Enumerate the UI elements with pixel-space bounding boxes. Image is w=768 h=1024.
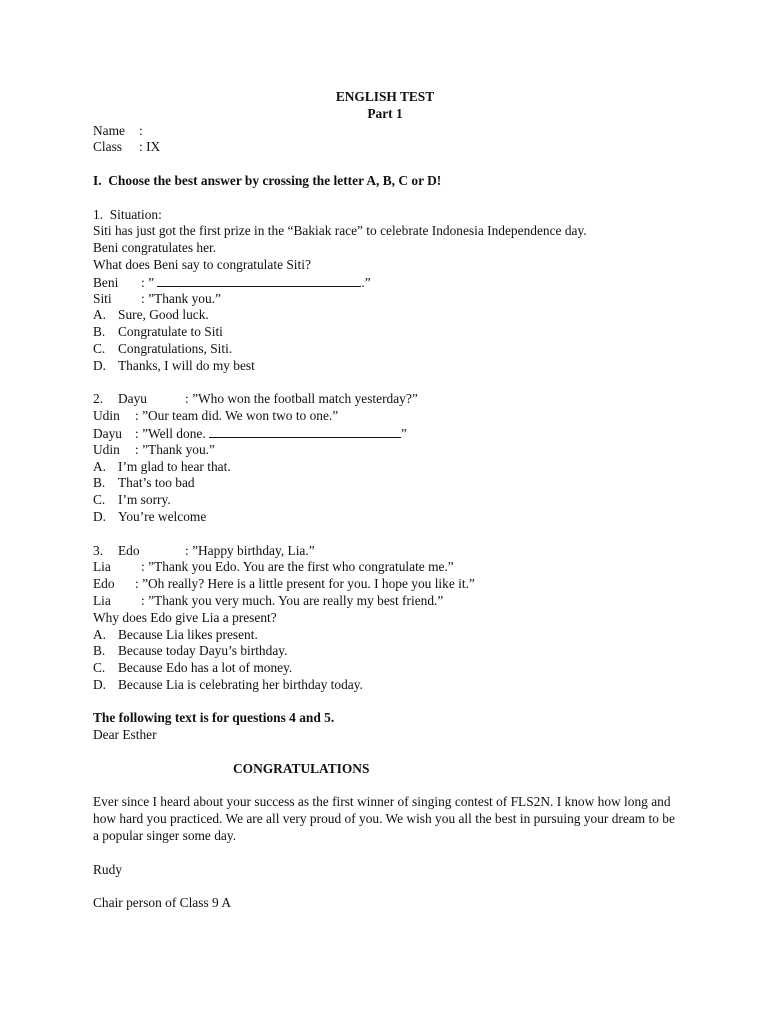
q1-number: 1. Situation: bbox=[93, 206, 162, 222]
q1-line: Beni congratulates her. bbox=[93, 240, 217, 256]
option-b[interactable]: B. Congratulate to Siti bbox=[93, 324, 223, 340]
passage-intro: The following text is for questions 4 and 5. bbox=[93, 710, 335, 726]
letter-signer-role: Chair person of Class 9 A bbox=[93, 895, 231, 911]
q3-dialog-line: Lia : ”Thank you Edo. You are the first who congratulate me.” bbox=[93, 559, 454, 575]
option-d[interactable]: D. Because Lia is celebrating her birthday today. bbox=[93, 676, 363, 692]
q1-line: Siti has just got the first prize in the “Bakiak race” to celebrate Indonesia Independence day. bbox=[93, 223, 587, 239]
speaker: Dayu bbox=[118, 391, 148, 407]
q3-question: Why does Edo give Lia a present? bbox=[93, 609, 277, 625]
answer-blank[interactable] bbox=[157, 274, 361, 287]
q1-dialog-line: Beni : ” .” bbox=[93, 274, 371, 290]
part-label: Part 1 bbox=[367, 105, 403, 121]
answer-blank[interactable] bbox=[209, 425, 401, 438]
q3-number: 3. bbox=[93, 542, 104, 558]
section-heading: I. Choose the best answer by crossing the letter A, B, C or D! bbox=[93, 172, 442, 188]
option-c[interactable]: C. Because Edo has a lot of money. bbox=[93, 660, 293, 676]
class-label: Class bbox=[93, 139, 123, 155]
q1-dialog-line: Siti : ”Thank you.” bbox=[93, 290, 221, 306]
option-d[interactable]: D. Thanks, I will do my best bbox=[93, 357, 255, 373]
option-a[interactable]: A. Because Lia likes present. bbox=[93, 626, 258, 642]
option-a[interactable]: A. Sure, Good luck. bbox=[93, 307, 209, 323]
q2-dialog-line: Udin : ”Our team did. We won two to one.” bbox=[93, 408, 339, 424]
option-a[interactable]: A. I’m glad to hear that. bbox=[93, 458, 231, 474]
class-value: : IX bbox=[139, 139, 161, 155]
speaker: Edo bbox=[118, 542, 140, 558]
q2-dialog-line: Dayu : ”Well done. ” bbox=[93, 425, 407, 441]
class-row bbox=[93, 139, 693, 156]
speaker: Udin bbox=[93, 408, 120, 424]
speaker: Udin bbox=[93, 441, 120, 457]
speaker: Lia bbox=[93, 592, 111, 608]
letter-greeting: Dear Esther bbox=[93, 727, 157, 743]
q2-dialog-line: 2. Dayu : ”Who won the football match yesterday?” bbox=[93, 391, 418, 407]
option-b[interactable]: B. That’s too bad bbox=[93, 475, 195, 491]
letter-signature: Rudy bbox=[93, 861, 123, 877]
option-d[interactable]: D. You’re welcome bbox=[93, 508, 207, 524]
test-page bbox=[93, 89, 693, 912]
option-b[interactable]: B. Because today Dayu’s birthday. bbox=[93, 643, 288, 659]
test-title: ENGLISH TEST bbox=[335, 89, 435, 104]
letter-body: Ever since I heard about your success as the first winner of singing contest of FLS2N. I know how long and how hard you practiced. We are all very proud of you. We wish you all the best in pursuing your dream to be a popular singer some day. bbox=[93, 794, 675, 844]
speaker: Dayu bbox=[93, 425, 123, 441]
q1-line: What does Beni say to congratulate Siti? bbox=[93, 256, 311, 272]
option-c[interactable]: C. Congratulations, Siti. bbox=[93, 340, 233, 356]
q3-dialog-line: Edo : ”Oh really? Here is a little present for you. I hope you like it.” bbox=[93, 576, 475, 592]
q3-dialog-line: 3. Edo : ”Happy birthday, Lia.” bbox=[93, 542, 315, 558]
option-c[interactable]: C. I’m sorry. bbox=[93, 492, 171, 508]
name-label: Name bbox=[93, 122, 125, 138]
speaker: Lia bbox=[93, 559, 111, 575]
letter-heading: CONGRATULATIONS bbox=[233, 760, 370, 776]
q2-dialog-line: Udin : ”Thank you.” bbox=[93, 441, 215, 457]
q2-number: 2. bbox=[93, 391, 104, 407]
name-row bbox=[93, 123, 693, 140]
q3-dialog-line: Lia : ”Thank you very much. You are really my best friend.” bbox=[93, 592, 444, 608]
speaker: Edo bbox=[93, 576, 115, 592]
speaker: Beni bbox=[93, 274, 119, 290]
speaker: Siti bbox=[93, 290, 112, 306]
name-separator: : bbox=[139, 122, 143, 138]
